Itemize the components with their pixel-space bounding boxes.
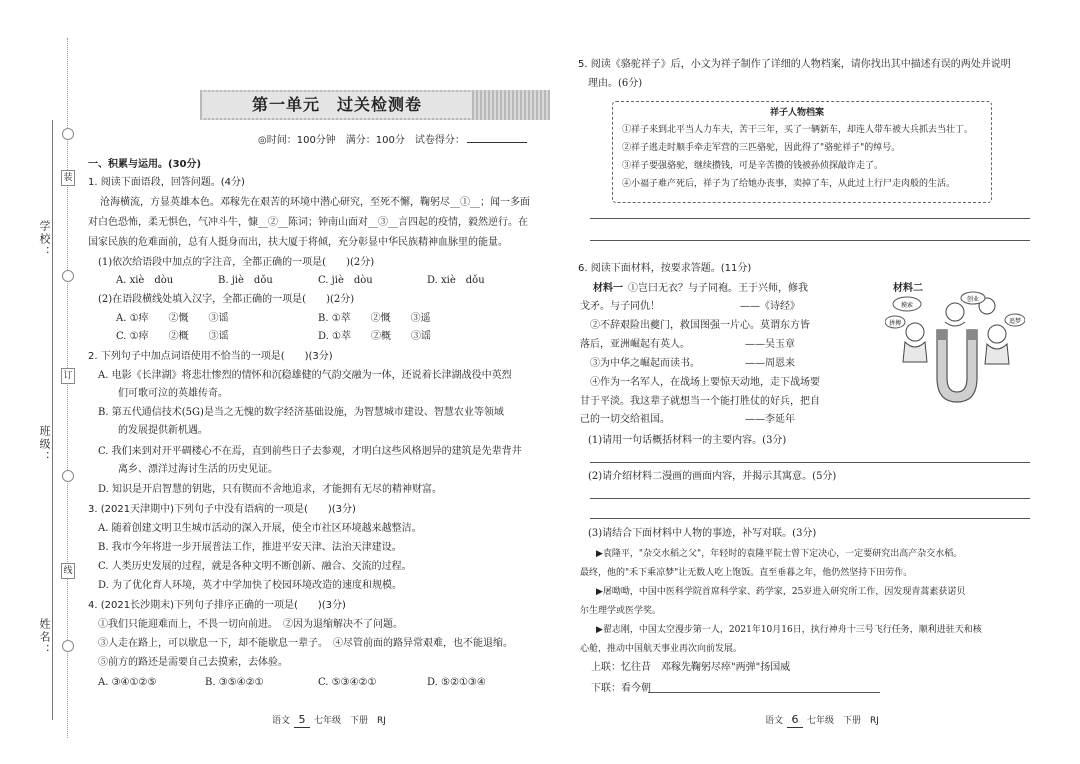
page-number: 5 xyxy=(294,713,310,728)
child-figure xyxy=(903,342,927,362)
punch-hole xyxy=(62,640,74,652)
bullet-line: ▶翟志刚，中国太空漫步第一人，2021年10月16日，执行神舟十三号飞行任务，顺利进驻天和核 xyxy=(596,625,982,635)
bubble-label: 创业 xyxy=(966,296,980,303)
school-label: 学校： xyxy=(38,220,51,259)
bullet-line: 心舱，推动中国航天事业再次向前发展。 xyxy=(580,644,743,654)
q1-sub2: (2)在语段横线处填入汉字，全都正确的一项是( )(2分) xyxy=(98,294,355,305)
left-footer: 语文 5 七年级 下册 RJ xyxy=(272,713,386,726)
child-figure xyxy=(946,303,964,321)
q4-stem: 4. (2021长沙期末)下列句子排序正确的一项是( )(3分) xyxy=(88,600,346,611)
class-label: 班级： xyxy=(38,425,51,464)
punch-hole xyxy=(62,470,74,482)
couplet-answer-line[interactable] xyxy=(648,692,880,693)
q2-option[interactable]: B. 第五代通信技术(5G)是当之无愧的数字经济基础设施，为智慧城市建设、智慧农业等领域 xyxy=(98,407,504,418)
right-footer: 语文 6 七年级 下册 RJ xyxy=(765,713,879,726)
material2-label: 材料二 xyxy=(893,283,923,294)
q4-option[interactable]: A. ③④①②⑤ xyxy=(98,677,157,688)
q2-option-cont: 离乡、漂洋过海讨生活的历史见证。 xyxy=(98,464,278,475)
q5-stem-cont: 理由。(6分) xyxy=(588,78,643,89)
q4-option[interactable]: C. ⑤③④②① xyxy=(318,677,377,688)
material1-line: 戈矛。与子同仇！ ——《诗经》 xyxy=(580,301,800,312)
cut-mark: 装 xyxy=(61,170,75,186)
section-heading: 一、积累与运用。(30分) xyxy=(88,159,202,170)
exam-meta xyxy=(258,131,527,146)
q1-passage-line: 对白色恐怖，柔无惧色，气冲斗牛，慷__②__陈词；钟南山面对__③__言四起的疫情，毅然逆行。在 xyxy=(88,217,528,228)
profile-item: ④小福子难产死后，祥子为了给她办丧事，卖掉了车，从此过上行尸走肉般的生活。 xyxy=(622,179,956,189)
q2-option-cont: 们可歌可泣的英雄传奇。 xyxy=(98,388,228,399)
q1-sub2-option[interactable]: C. ①瘁 ②概 ③谣 xyxy=(116,331,229,342)
q1-sub1-option[interactable]: B. jiè dǒu xyxy=(218,275,273,286)
q4-item: ⑤前方的路还是需要自己去摸索，去体验。 xyxy=(98,657,288,668)
q2-option[interactable]: A. 电影《长津湖》将悲壮惨烈的情怀和沉稳雄健的气韵交融为一体，还说着长津湖战役中英烈 xyxy=(98,370,512,381)
child-figure xyxy=(945,322,965,326)
q4-item: ③人走在路上，可以歇息一下，却不能歇息一辈子。 ④尽管前面的路异常艰难，也不能退缩。 xyxy=(98,638,513,649)
cut-mark: 线 xyxy=(61,563,75,579)
answer-line[interactable] xyxy=(590,240,1030,241)
answer-line[interactable] xyxy=(590,218,1030,219)
material1-line: 落后，亚洲崛起有英人。 ——吴玉章 xyxy=(580,339,795,350)
page-number: 6 xyxy=(787,713,803,728)
binding-solid-line xyxy=(52,120,53,720)
cut-mark: 订 xyxy=(61,368,75,384)
answer-line[interactable] xyxy=(590,518,1030,519)
q3-option[interactable]: A. 随着创建文明卫生城市活动的深入开展，使全市社区环境越来越整洁。 xyxy=(98,523,422,534)
couplet-upper: 上联：忆往昔 邓稼先鞠躬尽瘁"两弹"扬国威 xyxy=(591,662,791,673)
time-info: ◎时间：100分钟 满分：100分 试卷得分： xyxy=(258,135,465,146)
material1-line: ①岂曰无衣？与子同袍。王于兴师，修我 xyxy=(628,283,808,294)
q2-option[interactable]: D. 知识是开启智慧的钥匙，只有锲而不舍地追求，才能拥有无尽的精神财富。 xyxy=(98,484,443,495)
bullet-line: ▶袁隆平，"杂交水稻之父"，年轻时的袁隆平院士曾下定决心，一定要研究出高产杂交水稻。 xyxy=(596,549,963,559)
material1-line: ③为中华之崛起而读书。 ——周恩来 xyxy=(580,358,795,369)
q4-option[interactable]: D. ⑤②①③④ xyxy=(427,677,486,688)
material1-line: ②不辞艰险出夔门，救国图强一片心。莫谓东方皆 xyxy=(580,320,810,331)
q1-sub1: (1)依次给语段中加点的字注音，全都正确的一项是( )(2分) xyxy=(98,257,375,268)
profile-item: ③祥子要强骆驼，继续攒钱，可是辛苦攒的钱被孙侦探敲诈走了。 xyxy=(622,161,884,171)
answer-line[interactable] xyxy=(590,462,1030,463)
bubble-label: 拼搏 xyxy=(888,320,902,327)
bullet-line: 尔生理学或医学奖。 xyxy=(580,606,662,616)
child-figure xyxy=(985,344,1009,364)
page-title: 第一单元 过关检测卷 xyxy=(202,92,472,118)
bubble-label: 追梦 xyxy=(1008,318,1022,325)
q6-stem: 6. 阅读下面材料，按要求答题。(11分) xyxy=(578,263,752,274)
q3-option[interactable]: D. 为了优化育人环境，英才中学加快了校园环境改造的速度和规模。 xyxy=(98,580,403,591)
magnet-pole xyxy=(937,330,947,340)
q1-sub2-option[interactable]: D. ①萃 ②概 ③谣 xyxy=(318,331,431,342)
profile-title: 祥子人物档案 xyxy=(770,108,825,118)
material1-line: 己的一切交给祖国。 ——李延年 xyxy=(580,414,795,425)
q3-option[interactable]: B. 我市今年将进一步开展普法工作，推进平安天津、法治天津建设。 xyxy=(98,542,402,553)
q1-passage-line: 沧海横流，方显英雄本色。邓稼先在艰苦的环境中潜心研究，至死不懈，鞠躬尽__①__；闻一多面 xyxy=(100,197,530,208)
q2-option[interactable]: C. 我们来到对开平碉楼心不在焉，直到前些日子去参观，才明白这些风格迥异的建筑是先辈背井 xyxy=(98,446,522,457)
q6-sub1: (1)请用一句话概括材料一的主要内容。(3分) xyxy=(588,435,787,446)
q3-stem: 3. (2021天津期中)下列句子中没有语病的一项是( )(3分) xyxy=(88,504,356,515)
q1-passage-line: 国家民族的危难面前，总有人挺身而出，扶大厦于将倾，充分彰显中华民族精神血脉里的能量。 xyxy=(88,237,508,248)
magnet-icon xyxy=(937,330,977,402)
q6-sub3: (3)请结合下面材料中人物的事迹，补写对联。(3分) xyxy=(588,528,817,539)
q3-option[interactable]: C. 人类历史发展的过程，就是各种文明不断创新、融合、交流的过程。 xyxy=(98,561,412,572)
q2-option-cont: 的发展提供新机遇。 xyxy=(98,425,208,436)
material1-label: 材料一 xyxy=(593,283,623,294)
q1-sub1-option[interactable]: D. xiè dǒu xyxy=(427,275,485,286)
cartoon-image xyxy=(885,290,1025,410)
q1-sub2-option[interactable]: A. ①瘁 ②慨 ③谣 xyxy=(116,313,229,324)
q1-sub2-option[interactable]: B. ①萃 ②慨 ③遥 xyxy=(318,313,431,324)
binding-dotted-line xyxy=(67,38,68,738)
bullet-line: 最终，他的"禾下乘凉梦"让无数人吃上饱饭。直至垂暮之年，他仍然坚持下田劳作。 xyxy=(580,568,913,578)
q4-item: ①我们只能迎难而上，不畏一切向前进。 ②因为退缩解决不了问题。 xyxy=(98,619,403,630)
profile-item: ②祥子逃走时顺手牵走军营的三匹骆驼，因此得了"骆驼祥子"的绰号。 xyxy=(622,143,901,153)
child-figure xyxy=(906,323,924,341)
q1-stem: 1. 阅读下面语段，回答问题。(4分) xyxy=(88,177,245,188)
profile-item: ①祥子来到北平当人力车夫，苦干三年，买了一辆新车，却连人带车被大兵抓去当壮丁。 xyxy=(622,125,974,135)
binding-margin xyxy=(0,0,80,764)
punch-hole xyxy=(62,270,74,282)
bubble-label: 摸索 xyxy=(900,302,914,309)
q4-option[interactable]: B. ③⑤④②① xyxy=(205,677,264,688)
child-figure xyxy=(988,325,1006,343)
q5-stem: 5. 阅读《骆驼祥子》后，小文为祥子制作了详细的人物档案，请你找出其中描述有误的两处并说明 xyxy=(578,59,1011,70)
q2-stem: 2. 下列句子中加点词语使用不恰当的一项是( )(3分) xyxy=(88,351,333,362)
magnet-pole xyxy=(967,330,977,340)
punch-hole xyxy=(62,128,74,140)
q1-sub1-option[interactable]: A. xiè dòu xyxy=(116,275,174,286)
material1-line: 甘于平淡。我这辈子就想当一个能打胜仗的好兵，把自 xyxy=(580,396,820,407)
material1-line: ④作为一名军人，在战场上要惊天动地，走下战场要 xyxy=(580,377,820,388)
bullet-line: ▶屠呦呦，中国中医科学院首席科学家、药学家，25岁进入研究所工作，因发现青蒿素获诺贝 xyxy=(596,587,966,597)
answer-line[interactable] xyxy=(590,498,1030,499)
q1-sub1-option[interactable]: C. jiè dòu xyxy=(318,275,373,286)
couplet-lower: 下联：看今朝 xyxy=(591,683,651,694)
score-blank xyxy=(467,142,527,143)
q6-sub2: (2)请介绍材料二漫画的画面内容，并揭示其寓意。(5分) xyxy=(588,471,837,482)
name-label: 姓名： xyxy=(38,618,51,657)
